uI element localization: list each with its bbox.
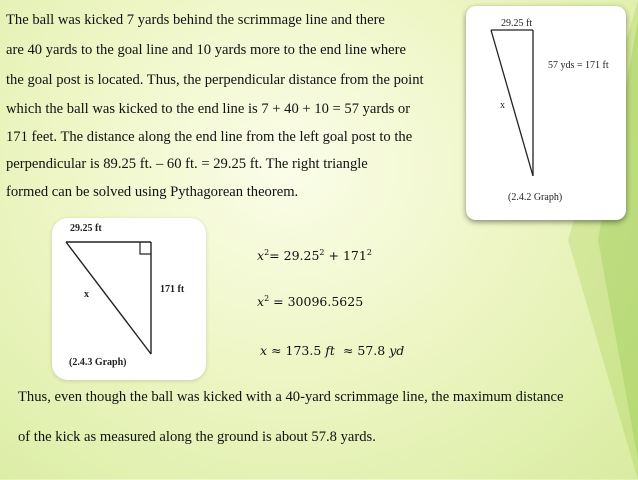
paragraph-line: formed can be solved using Pythagorean theorem.	[6, 184, 299, 200]
exponent: 2	[366, 248, 372, 257]
exponent: 2	[264, 294, 270, 303]
paragraph-line: which the ball was kicked to the end line is 7 + 40 + 10 = 57 yards or	[6, 101, 411, 117]
conclusion-line: Thus, even though the ball was kicked with a 40-yard scrimmage line, the maximum distance	[18, 389, 564, 405]
equation-3	[260, 343, 404, 358]
equation-2	[257, 294, 363, 309]
relation: =	[273, 294, 284, 309]
figure-side-label: 57 yds = 171 ft	[548, 60, 609, 71]
relation: =	[269, 248, 280, 263]
unit: ft	[325, 343, 335, 358]
exponent: 2	[319, 248, 325, 257]
figure-caption: (2.4.3 Graph)	[69, 357, 127, 368]
unit: yd	[389, 343, 405, 358]
figure-side-label: 171 ft	[160, 284, 185, 295]
term: 171	[342, 248, 367, 263]
term: 29.25	[283, 248, 320, 263]
figure-top-label: 29.25 ft	[70, 223, 102, 234]
operator: +	[328, 248, 339, 263]
triangle-diagram-2-4-2	[466, 6, 626, 220]
relation: ≈	[271, 343, 282, 358]
value: 173.5	[285, 343, 322, 358]
variable: x	[260, 343, 268, 358]
paragraph-line: The ball was kicked 7 yards behind the scrimmage line and there	[6, 12, 385, 28]
paragraph-line: perpendicular is 89.25 ft. – 60 ft. = 29.25 ft. The right triangle	[6, 156, 368, 172]
right-angle-marker	[140, 242, 151, 254]
conclusion-line: of the kick as measured along the ground is about 57.8 yards.	[18, 429, 376, 445]
triangle-diagram-2-4-3	[52, 218, 206, 380]
value: 57.8	[357, 343, 386, 358]
value: 30096.5625	[287, 294, 364, 309]
paragraph-line: are 40 yards to the goal line and 10 yards more to the end line where	[6, 42, 406, 58]
variable: x	[257, 294, 265, 309]
equation-1	[257, 248, 372, 263]
figure-hypotenuse-label: x	[500, 100, 505, 111]
figure-hypotenuse-label: x	[84, 289, 89, 300]
paragraph-line: the goal post is located. Thus, the perpendicular distance from the point	[6, 72, 424, 88]
figure-top-label: 29.25 ft	[501, 18, 533, 29]
figure-caption: (2.4.2 Graph)	[508, 192, 563, 203]
figure-2-4-3	[52, 218, 206, 380]
figure-2-4-2	[466, 6, 626, 220]
relation: ≈	[342, 343, 354, 358]
variable: x	[257, 248, 265, 263]
paragraph-line: 171 feet. The distance along the end line from the left goal post to the	[6, 129, 413, 145]
exponent: 2	[264, 248, 270, 257]
